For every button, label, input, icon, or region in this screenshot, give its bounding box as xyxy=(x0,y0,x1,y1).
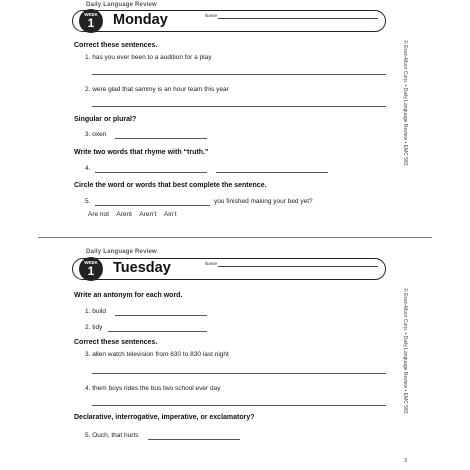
day-title-tuesday: Tuesday xyxy=(113,260,171,276)
week-number: 1 xyxy=(87,16,95,30)
circle-item-number: 5. xyxy=(85,198,91,205)
sentence-item-3: 3. allen watch television from 630 to 830 last night xyxy=(85,351,229,358)
section-heading-correct-tuesday: Correct these sentences. xyxy=(74,339,158,346)
week-label: WEEK xyxy=(84,260,98,265)
sentence-item-2: 2. were glad that sammy is an hour team this year xyxy=(85,86,229,93)
name-line-monday xyxy=(218,18,378,19)
section-heading-circle: Circle the word or words that best complete the sentence. xyxy=(74,182,267,189)
answer-line-1 xyxy=(92,74,386,75)
antonym-item-2: 2. tidy xyxy=(85,324,103,331)
sentence-item-1: 1. has you ever been to a audition for a play xyxy=(85,54,212,61)
answer-line-t2 xyxy=(108,331,207,332)
answer-line-3 xyxy=(115,138,207,139)
week-badge-monday xyxy=(79,9,103,33)
choice-option[interactable]: Are not xyxy=(88,211,109,218)
section-heading-sentence-type: Declarative, interrogative, imperative, or exclamatory? xyxy=(74,414,255,421)
section-heading-correct-monday: Correct these sentences. xyxy=(74,42,158,49)
week-number: 1 xyxy=(87,264,95,278)
review-label-monday: Daily Language Review xyxy=(86,2,157,8)
day-title-monday: Monday xyxy=(113,12,168,28)
answer-line-t4 xyxy=(92,405,386,406)
section-heading-singular-plural: Singular or plural? xyxy=(74,116,137,123)
section-heading-rhyme: Write two words that rhyme with “truth.” xyxy=(74,149,209,156)
page-number: 3 xyxy=(404,458,408,464)
rhyme-item: 4. xyxy=(85,165,91,172)
week-badge-tuesday xyxy=(79,257,103,281)
week-label: WEEK xyxy=(84,12,98,17)
answer-line-t5 xyxy=(148,439,240,440)
review-label-tuesday: Daily Language Review xyxy=(86,249,157,255)
name-line-tuesday xyxy=(218,266,378,267)
copyright-side-note-tuesday: © Evan-Moor Corp. • Daily Language Review • EMC 583 xyxy=(402,288,408,414)
answer-line-t1 xyxy=(115,315,207,316)
answer-line-2 xyxy=(92,106,386,107)
copyright-side-note-monday: © Evan-Moor Corp. • Daily Language Review • EMC 583 xyxy=(402,40,408,166)
antonym-item-1: 1. build xyxy=(85,308,106,315)
name-label-tuesday: Name xyxy=(205,261,218,266)
sentence-type-item: 5. Ouch, that hurts xyxy=(85,432,139,439)
choice-option[interactable]: Ain’t xyxy=(163,211,177,218)
page-divider xyxy=(38,237,432,238)
answer-line-t3 xyxy=(92,373,386,374)
answer-line-5 xyxy=(95,205,210,206)
answer-line-4b xyxy=(216,172,328,173)
singular-plural-item: 3. oxen xyxy=(85,131,107,138)
name-label-monday: Name xyxy=(205,13,218,18)
circle-item-text: you finished making your bed yet? xyxy=(214,198,313,205)
answer-line-4a xyxy=(95,172,207,173)
choice-option[interactable]: Arent xyxy=(116,211,132,218)
sentence-item-4: 4. them boys rides the bus two school ever day xyxy=(85,385,221,392)
choice-option[interactable]: Aren’t xyxy=(139,211,157,218)
section-heading-antonym: Write an antonym for each word. xyxy=(74,292,183,299)
choice-list xyxy=(88,211,183,218)
